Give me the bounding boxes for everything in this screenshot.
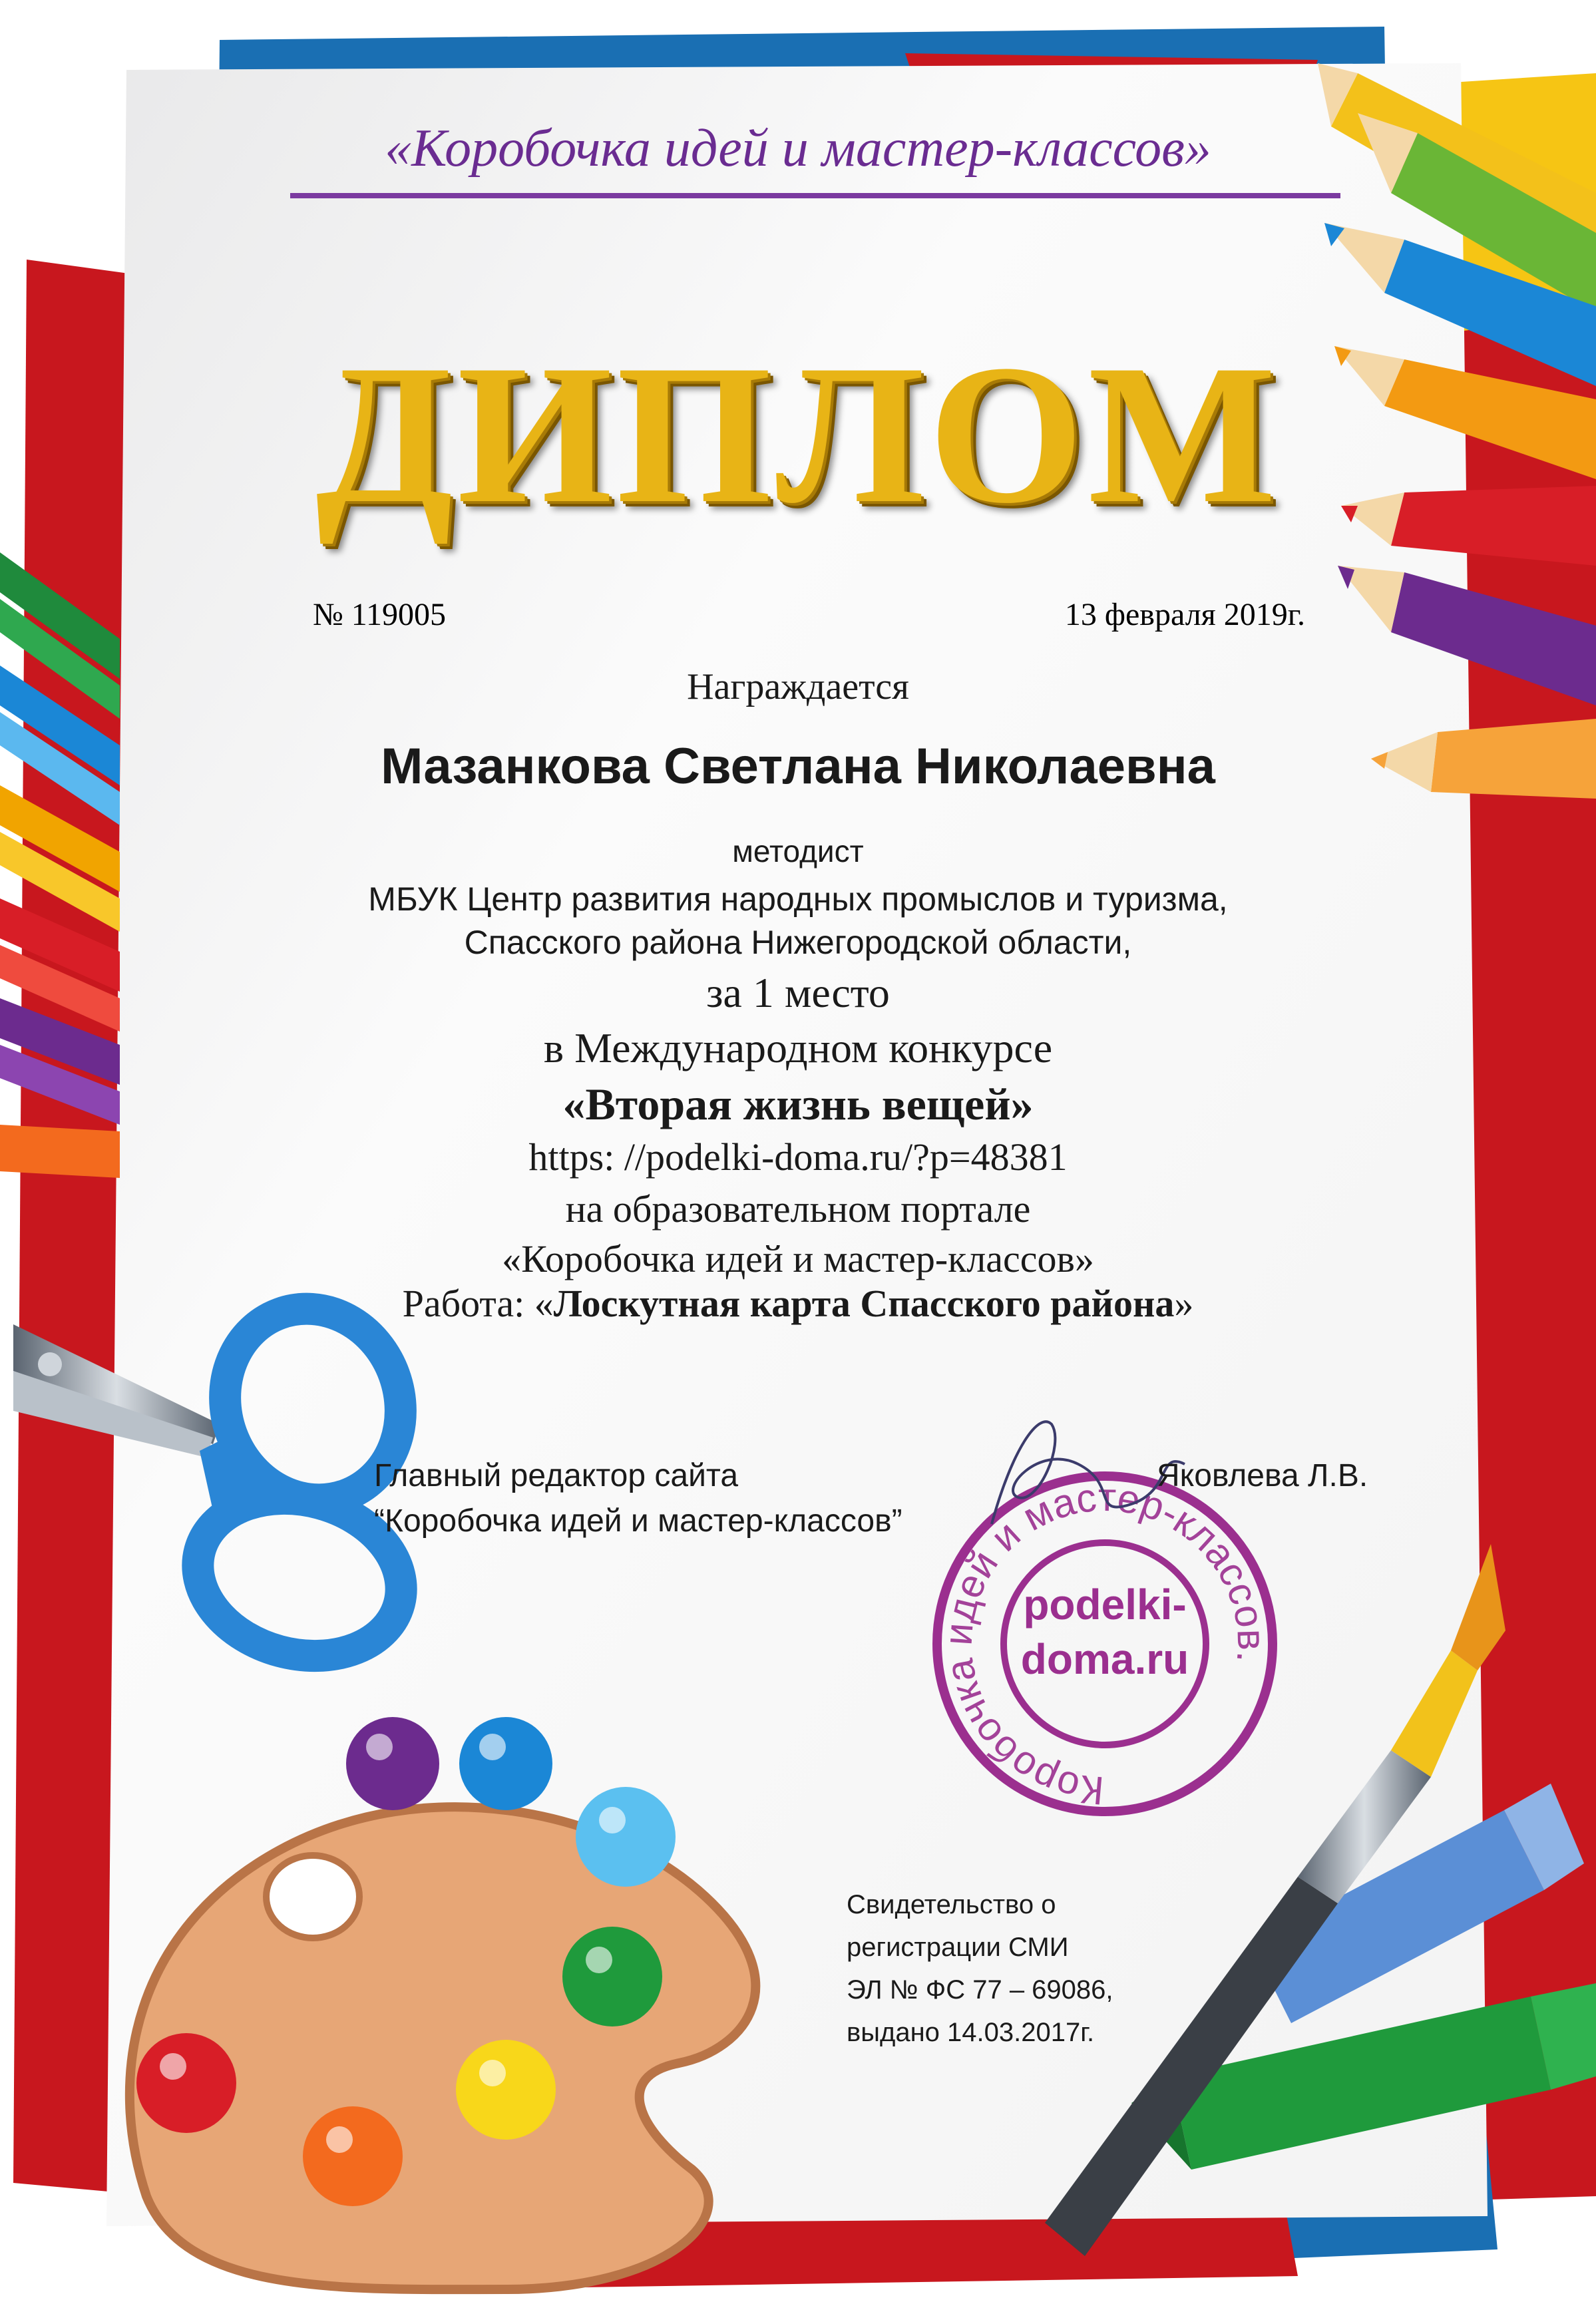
- work-title: Лоскутная карта Спасского района: [553, 1282, 1175, 1325]
- editor-role-line-1: Главный редактор сайта: [374, 1458, 739, 1493]
- registration-line-4: выдано 14.03.2017г.: [847, 2018, 1095, 2047]
- work-prefix: Работа: «: [402, 1282, 554, 1325]
- registration-info: [847, 1883, 1113, 2054]
- awarded-label: Награждается: [687, 666, 909, 707]
- recipient-name: Мазанкова Светлана Николаевна: [381, 738, 1215, 795]
- contest-url: https: //podelki-doma.ru/?p=48381: [528, 1135, 1068, 1179]
- work-line: [0, 1281, 1596, 1326]
- organization-line-2: Спасского района Нижегородской области,: [464, 924, 1132, 961]
- editor-name: Яковлева Л.В.: [1157, 1458, 1368, 1493]
- diploma-number: № 119005: [313, 597, 447, 632]
- registration-line-1: Свидетельство о: [847, 1890, 1056, 1919]
- portal-line-1: на образовательном портале: [565, 1187, 1031, 1231]
- organization-line-1: МБУК Центр развития народных промыслов и туризма,: [368, 880, 1228, 918]
- contest-name: «Вторая жизнь вещей»: [562, 1079, 1034, 1129]
- stamp-line-1: podelki-: [1023, 1581, 1187, 1629]
- editor-role-line-2: “Коробочка идей и мастер-классов”: [374, 1503, 902, 1539]
- stamp-center-text: [1005, 1577, 1205, 1686]
- registration-line-2: регистрации СМИ: [847, 1933, 1069, 1962]
- stamp-line-2: doma.ru: [1020, 1635, 1189, 1683]
- diploma-title: ДИПЛОМ: [315, 323, 1281, 544]
- recipient-position: методист: [732, 834, 864, 868]
- work-suffix: »: [1174, 1282, 1194, 1325]
- site-header-title: «Коробочка идей и мастер-классов»: [385, 119, 1211, 178]
- award-place: за 1 место: [706, 969, 890, 1016]
- portal-line-2: «Коробочка идей и мастер-классов»: [502, 1237, 1094, 1280]
- contest-line: в Международном конкурсе: [543, 1024, 1053, 1071]
- registration-line-3: ЭЛ № ФС 77 – 69086,: [847, 1975, 1113, 2005]
- diploma-date: 13 февраля 2019г.: [1064, 597, 1305, 632]
- header-divider: [290, 193, 1340, 198]
- svg-text:Коробочка идей и мастер-классо: Коробочка идей и мастер-классов.: [935, 1474, 1275, 1814]
